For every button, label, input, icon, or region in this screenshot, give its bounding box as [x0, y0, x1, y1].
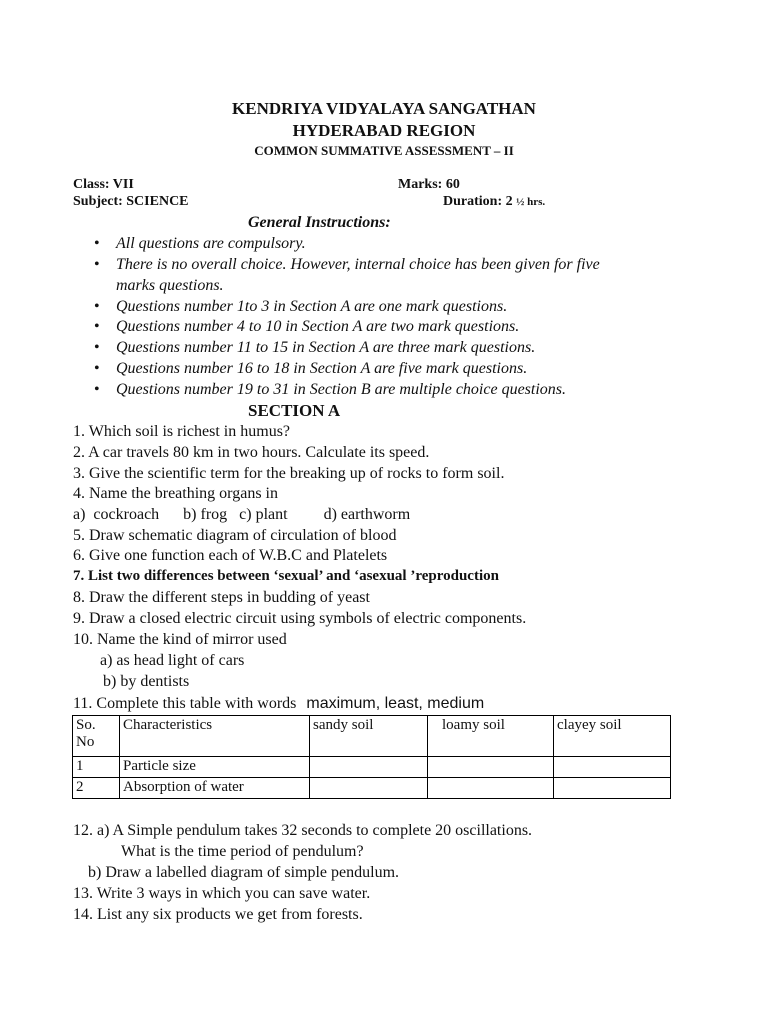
instruction-item: • There is no overall choice. However, internal choice has been given for five: [94, 256, 600, 273]
question-10b: b) by dentists: [103, 673, 190, 690]
question-6: 6. Give one function each of W.B.C and Platelets: [73, 547, 388, 564]
table-cell: [310, 778, 428, 799]
soil-table: [72, 715, 671, 799]
table-cell: Particle size: [120, 757, 310, 778]
question-14: 14. List any six products we get from forests.: [73, 906, 363, 923]
header-cell: So. No: [73, 716, 120, 757]
question-2: 2. A car travels 80 km in two hours. Calculate its speed.: [73, 444, 430, 461]
question-4-options: a) cockroach b) frog c) plant d) earthworm: [73, 506, 411, 523]
question-12a-continued: What is the time period of pendulum?: [121, 843, 364, 860]
table-cell: [428, 757, 554, 778]
question-10a: a) as head light of cars: [100, 652, 245, 669]
instruction-item: • Questions number 4 to 10 in Section A are two mark questions.: [94, 318, 520, 335]
question-3: 3. Give the scientific term for the breaking up of rocks to form soil.: [73, 465, 505, 482]
region-name: HYDERABAD REGION: [292, 121, 476, 140]
exam-title: COMMON SUMMATIVE ASSESSMENT – II: [254, 143, 514, 158]
question-11: [73, 695, 484, 713]
school-name: KENDRIYA VIDYALAYA SANGATHAN: [232, 99, 536, 118]
question-7: 7. List two differences between ‘sexual’ and ‘asexual ’reproduction: [73, 568, 499, 584]
table-cell: [310, 757, 428, 778]
instruction-item-continued: marks questions.: [116, 277, 224, 294]
duration-label: [443, 194, 545, 210]
section-title: SECTION A: [248, 401, 341, 420]
question-1: 1. Which soil is richest in humus?: [73, 423, 291, 440]
question-4: 4. Name the breathing organs in: [73, 485, 278, 502]
instruction-item: • All questions are compulsory.: [94, 235, 306, 252]
header-cell: loamy soil: [428, 716, 554, 757]
table-header-row: [73, 716, 671, 757]
question-5: 5. Draw schematic diagram of circulation of blood: [73, 527, 397, 544]
question-12a: 12. a) A Simple pendulum takes 32 seconds to complete 20 oscillations.: [73, 822, 533, 839]
instruction-item: • Questions number 19 to 31 in Section B are multiple choice questions.: [94, 381, 567, 398]
table-cell: [554, 757, 671, 778]
table-row: [73, 778, 671, 799]
table-cell: Absorption of water: [120, 778, 310, 799]
question-12b: b) Draw a labelled diagram of simple pendulum.: [88, 864, 400, 881]
table-row: [73, 757, 671, 778]
class-label: Class: VII: [73, 177, 134, 192]
instruction-item: • Questions number 16 to 18 in Section A are five mark questions.: [94, 360, 528, 377]
table-cell: [428, 778, 554, 799]
header-cell: sandy soil: [310, 716, 428, 757]
header-cell: clayey soil: [554, 716, 671, 757]
question-11-words: maximum, least, medium: [306, 695, 485, 712]
subject-label: Subject: SCIENCE: [73, 194, 189, 209]
table-cell: 2: [73, 778, 120, 799]
table-cell: 1: [73, 757, 120, 778]
duration-fraction: ½ hrs.: [516, 196, 546, 208]
duration-text: Duration: 2: [443, 194, 513, 209]
question-9: 9. Draw a closed electric circuit using symbols of electric components.: [73, 610, 527, 627]
instruction-item: • Questions number 11 to 15 in Section A are three mark questions.: [94, 339, 536, 356]
question-13: 13. Write 3 ways in which you can save water.: [73, 885, 371, 902]
marks-label: Marks: 60: [398, 177, 460, 192]
header-cell: Characteristics: [120, 716, 310, 757]
question-8: 8. Draw the different steps in budding of yeast: [73, 589, 370, 606]
table-cell: [554, 778, 671, 799]
instructions-heading: General Instructions:: [248, 214, 391, 231]
question-10: 10. Name the kind of mirror used: [73, 631, 287, 648]
instruction-item: • Questions number 1to 3 in Section A are one mark questions.: [94, 298, 508, 315]
question-11-text: 11. Complete this table with words: [73, 695, 297, 712]
